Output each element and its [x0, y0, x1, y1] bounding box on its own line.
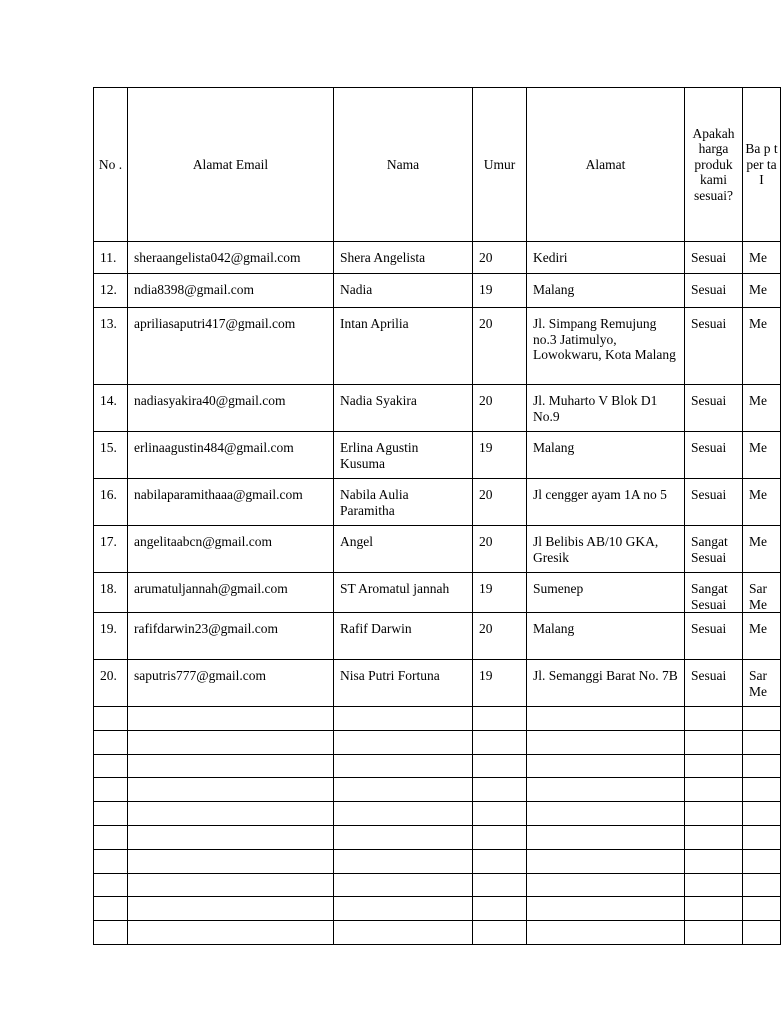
cell-harga	[685, 613, 743, 660]
empty-cell	[94, 802, 128, 826]
cell-last-text: Me	[749, 621, 767, 636]
table-row	[94, 613, 781, 660]
empty-row	[94, 754, 781, 778]
header-row	[94, 88, 781, 242]
table-row	[94, 385, 781, 432]
cell-nama	[334, 660, 473, 707]
empty-cell	[128, 730, 334, 754]
cell-harga-text: Sesuai	[691, 487, 727, 502]
cell-no	[94, 242, 128, 274]
empty-cell	[527, 778, 685, 802]
cell-last	[743, 308, 781, 385]
cell-nama-text: Nabila Aulia Paramitha	[340, 487, 409, 518]
cell-alamat	[527, 526, 685, 573]
empty-cell	[473, 921, 527, 945]
empty-cell	[334, 754, 473, 778]
cell-nama-text: Nisa Putri Fortuna	[340, 668, 440, 683]
cell-nama	[334, 242, 473, 274]
table-body	[94, 242, 781, 945]
cell-harga	[685, 573, 743, 613]
empty-row	[94, 873, 781, 897]
cell-umur-text: 20	[479, 250, 493, 265]
empty-cell	[743, 825, 781, 849]
cell-last-text: Me	[749, 393, 767, 408]
cell-last	[743, 479, 781, 526]
cell-email	[128, 660, 334, 707]
empty-cell	[473, 897, 527, 921]
cell-email	[128, 613, 334, 660]
empty-cell	[685, 921, 743, 945]
empty-cell	[685, 730, 743, 754]
cell-alamat	[527, 308, 685, 385]
cell-nama	[334, 308, 473, 385]
cell-alamat	[527, 432, 685, 479]
empty-cell	[334, 921, 473, 945]
empty-cell	[128, 778, 334, 802]
cell-umur	[473, 479, 527, 526]
survey-table	[93, 87, 781, 945]
empty-cell	[128, 707, 334, 731]
cell-last-text: Me	[749, 250, 767, 265]
cell-umur	[473, 573, 527, 613]
cell-no-text: 19.	[100, 621, 117, 636]
table-row	[94, 242, 781, 274]
cell-no-text: 13.	[100, 316, 117, 331]
empty-cell	[685, 778, 743, 802]
empty-cell	[685, 897, 743, 921]
empty-cell	[527, 802, 685, 826]
cell-last-text: Me	[749, 534, 767, 549]
cell-email	[128, 242, 334, 274]
cell-alamat-text: Malang	[533, 282, 575, 297]
cell-email	[128, 573, 334, 613]
cell-nama-text: Rafif Darwin	[340, 621, 412, 636]
header-nama: Nama	[334, 88, 473, 242]
empty-cell	[334, 897, 473, 921]
header-last: Ba p t per ta I	[743, 88, 781, 242]
cell-no	[94, 308, 128, 385]
empty-cell	[527, 825, 685, 849]
cell-no	[94, 613, 128, 660]
cell-no-text: 11.	[100, 250, 117, 265]
cell-nama-text: Nadia	[340, 282, 373, 297]
empty-cell	[743, 849, 781, 873]
cell-no-text: 12.	[100, 282, 117, 297]
cell-umur	[473, 613, 527, 660]
cell-alamat	[527, 274, 685, 308]
cell-email-text: rafifdarwin23@gmail.com	[134, 621, 279, 636]
cell-alamat-text: Jl Belibis AB/10 GKA, Gresik	[533, 534, 659, 565]
cell-last-text: Me	[749, 316, 767, 331]
cell-last-text: Me	[749, 440, 767, 455]
cell-no	[94, 660, 128, 707]
cell-umur-text: 20	[479, 316, 493, 331]
empty-cell	[334, 778, 473, 802]
header-email: Alamat Email	[128, 88, 334, 242]
cell-umur	[473, 432, 527, 479]
empty-cell	[685, 802, 743, 826]
cell-alamat-text: Jl. Muharto V Blok D1 No.9	[533, 393, 658, 424]
cell-harga-text: Sesuai	[691, 621, 727, 636]
empty-cell	[94, 873, 128, 897]
table-row	[94, 432, 781, 479]
empty-row	[94, 707, 781, 731]
empty-cell	[527, 873, 685, 897]
cell-last	[743, 613, 781, 660]
cell-nama-text: Shera Angelista	[340, 250, 426, 265]
table-row	[94, 479, 781, 526]
cell-harga	[685, 526, 743, 573]
cell-harga	[685, 308, 743, 385]
cell-last-text: Me	[749, 282, 767, 297]
cell-harga	[685, 660, 743, 707]
cell-no	[94, 432, 128, 479]
cell-last	[743, 432, 781, 479]
empty-cell	[128, 754, 334, 778]
cell-umur	[473, 242, 527, 274]
cell-nama	[334, 432, 473, 479]
cell-no	[94, 274, 128, 308]
cell-harga-text: Sesuai	[691, 393, 727, 408]
empty-cell	[743, 754, 781, 778]
cell-harga-text: Sesuai	[691, 282, 727, 297]
cell-nama-text: Erlina Agustin Kusuma	[340, 440, 419, 471]
cell-umur	[473, 385, 527, 432]
cell-email-text: apriliasaputri417@gmail.com	[134, 316, 296, 331]
cell-no	[94, 526, 128, 573]
cell-email	[128, 274, 334, 308]
cell-umur-text: 19	[479, 581, 493, 596]
cell-harga-text: Sesuai	[691, 316, 727, 331]
empty-row	[94, 849, 781, 873]
cell-email-text: nadiasyakira40@gmail.com	[134, 393, 286, 408]
header-no: No .	[94, 88, 128, 242]
empty-cell	[685, 873, 743, 897]
cell-no	[94, 573, 128, 613]
cell-nama-text: Angel	[340, 534, 373, 549]
cell-harga-text: Sesuai	[691, 668, 727, 683]
cell-nama	[334, 479, 473, 526]
empty-cell	[94, 921, 128, 945]
cell-harga	[685, 479, 743, 526]
cell-umur-text: 19	[479, 440, 493, 455]
empty-cell	[128, 873, 334, 897]
cell-email-text: arumatuljannah@gmail.com	[134, 581, 288, 596]
cell-no-text: 14.	[100, 393, 117, 408]
cell-umur	[473, 274, 527, 308]
cell-email	[128, 479, 334, 526]
table-row	[94, 274, 781, 308]
empty-cell	[473, 802, 527, 826]
empty-row	[94, 778, 781, 802]
empty-cell	[473, 849, 527, 873]
cell-alamat	[527, 573, 685, 613]
empty-cell	[94, 730, 128, 754]
cell-alamat	[527, 479, 685, 526]
cell-email	[128, 385, 334, 432]
cell-umur-text: 19	[479, 668, 493, 683]
empty-cell	[94, 849, 128, 873]
cell-no-text: 18.	[100, 581, 117, 596]
empty-cell	[743, 778, 781, 802]
cell-email	[128, 308, 334, 385]
cell-no	[94, 385, 128, 432]
empty-cell	[473, 778, 527, 802]
cell-alamat-text: Jl. Simpang Remujung no.3 Jatimulyo, Lowokwaru, Kota Malang	[533, 316, 676, 362]
cell-no	[94, 479, 128, 526]
cell-nama	[334, 526, 473, 573]
cell-last	[743, 385, 781, 432]
cell-no-text: 15.	[100, 440, 117, 455]
cell-harga	[685, 432, 743, 479]
cell-umur-text: 20	[479, 621, 493, 636]
empty-cell	[128, 802, 334, 826]
cell-nama-text: Intan Aprilia	[340, 316, 409, 331]
cell-nama-text: Nadia Syakira	[340, 393, 417, 408]
empty-cell	[94, 778, 128, 802]
empty-cell	[128, 921, 334, 945]
cell-alamat-text: Kediri	[533, 250, 568, 265]
empty-cell	[527, 707, 685, 731]
cell-harga	[685, 385, 743, 432]
table-row	[94, 573, 781, 613]
cell-alamat-text: Malang	[533, 621, 575, 636]
empty-row	[94, 802, 781, 826]
cell-nama	[334, 385, 473, 432]
cell-harga-text: Sangat Sesuai	[691, 581, 728, 612]
cell-no-text: 16.	[100, 487, 117, 502]
cell-alamat	[527, 242, 685, 274]
empty-cell	[527, 730, 685, 754]
cell-umur	[473, 526, 527, 573]
empty-cell	[685, 707, 743, 731]
empty-cell	[334, 849, 473, 873]
cell-harga-text: Sangat Sesuai	[691, 534, 728, 565]
cell-email	[128, 526, 334, 573]
cell-alamat-text: Sumenep	[533, 581, 584, 596]
table-row	[94, 526, 781, 573]
empty-row	[94, 921, 781, 945]
cell-no-text: 20.	[100, 668, 117, 683]
cell-alamat-text: Malang	[533, 440, 575, 455]
cell-alamat	[527, 660, 685, 707]
empty-cell	[743, 730, 781, 754]
table-row	[94, 660, 781, 707]
cell-nama	[334, 573, 473, 613]
cell-email-text: nabilaparamithaaa@gmail.com	[134, 487, 303, 502]
cell-harga	[685, 242, 743, 274]
empty-cell	[743, 921, 781, 945]
empty-cell	[473, 873, 527, 897]
cell-alamat	[527, 385, 685, 432]
empty-cell	[685, 849, 743, 873]
cell-email-text: sheraangelista042@gmail.com	[134, 250, 301, 265]
empty-cell	[527, 849, 685, 873]
empty-cell	[334, 730, 473, 754]
cell-last-text: Sar Me	[749, 581, 767, 612]
empty-cell	[128, 849, 334, 873]
cell-last	[743, 660, 781, 707]
empty-cell	[94, 825, 128, 849]
empty-cell	[473, 707, 527, 731]
empty-cell	[334, 825, 473, 849]
cell-email-text: ndia8398@gmail.com	[134, 282, 255, 297]
empty-cell	[743, 873, 781, 897]
header-umur: Umur	[473, 88, 527, 242]
cell-umur-text: 20	[479, 393, 493, 408]
empty-cell	[334, 707, 473, 731]
cell-email-text: erlinaagustin484@gmail.com	[134, 440, 294, 455]
cell-umur-text: 20	[479, 534, 493, 549]
empty-cell	[94, 754, 128, 778]
cell-no-text: 17.	[100, 534, 117, 549]
empty-cell	[685, 825, 743, 849]
cell-alamat-text: Jl cengger ayam 1A no 5	[533, 487, 667, 502]
cell-harga-text: Sesuai	[691, 250, 727, 265]
cell-alamat-text: Jl. Semanggi Barat No. 7B	[533, 668, 678, 683]
header-alamat: Alamat	[527, 88, 685, 242]
cell-last-text: Sar Me	[749, 668, 767, 699]
cell-harga-text: Sesuai	[691, 440, 727, 455]
empty-row	[94, 897, 781, 921]
cell-umur-text: 20	[479, 487, 493, 502]
cell-last	[743, 573, 781, 613]
table-row	[94, 308, 781, 385]
empty-cell	[473, 730, 527, 754]
cell-email-text: angelitaabcn@gmail.com	[134, 534, 273, 549]
cell-nama	[334, 613, 473, 660]
empty-cell	[94, 897, 128, 921]
empty-cell	[527, 921, 685, 945]
empty-cell	[473, 754, 527, 778]
empty-cell	[743, 707, 781, 731]
cell-email-text: saputris777@gmail.com	[134, 668, 267, 683]
header-harga: Apakah harga produk kami sesuai?	[685, 88, 743, 242]
empty-cell	[94, 707, 128, 731]
empty-cell	[473, 825, 527, 849]
empty-cell	[743, 897, 781, 921]
cell-nama	[334, 274, 473, 308]
empty-cell	[128, 897, 334, 921]
empty-cell	[743, 802, 781, 826]
cell-last	[743, 274, 781, 308]
cell-umur	[473, 308, 527, 385]
cell-email	[128, 432, 334, 479]
cell-last-text: Me	[749, 487, 767, 502]
empty-cell	[527, 897, 685, 921]
empty-cell	[527, 754, 685, 778]
cell-umur-text: 19	[479, 282, 493, 297]
empty-cell	[334, 873, 473, 897]
cell-alamat	[527, 613, 685, 660]
empty-row	[94, 730, 781, 754]
empty-row	[94, 825, 781, 849]
empty-cell	[334, 802, 473, 826]
cell-harga	[685, 274, 743, 308]
cell-last	[743, 242, 781, 274]
empty-cell	[685, 754, 743, 778]
empty-cell	[128, 825, 334, 849]
cell-umur	[473, 660, 527, 707]
cell-nama-text: ST Aromatul jannah	[340, 581, 450, 596]
cell-last	[743, 526, 781, 573]
